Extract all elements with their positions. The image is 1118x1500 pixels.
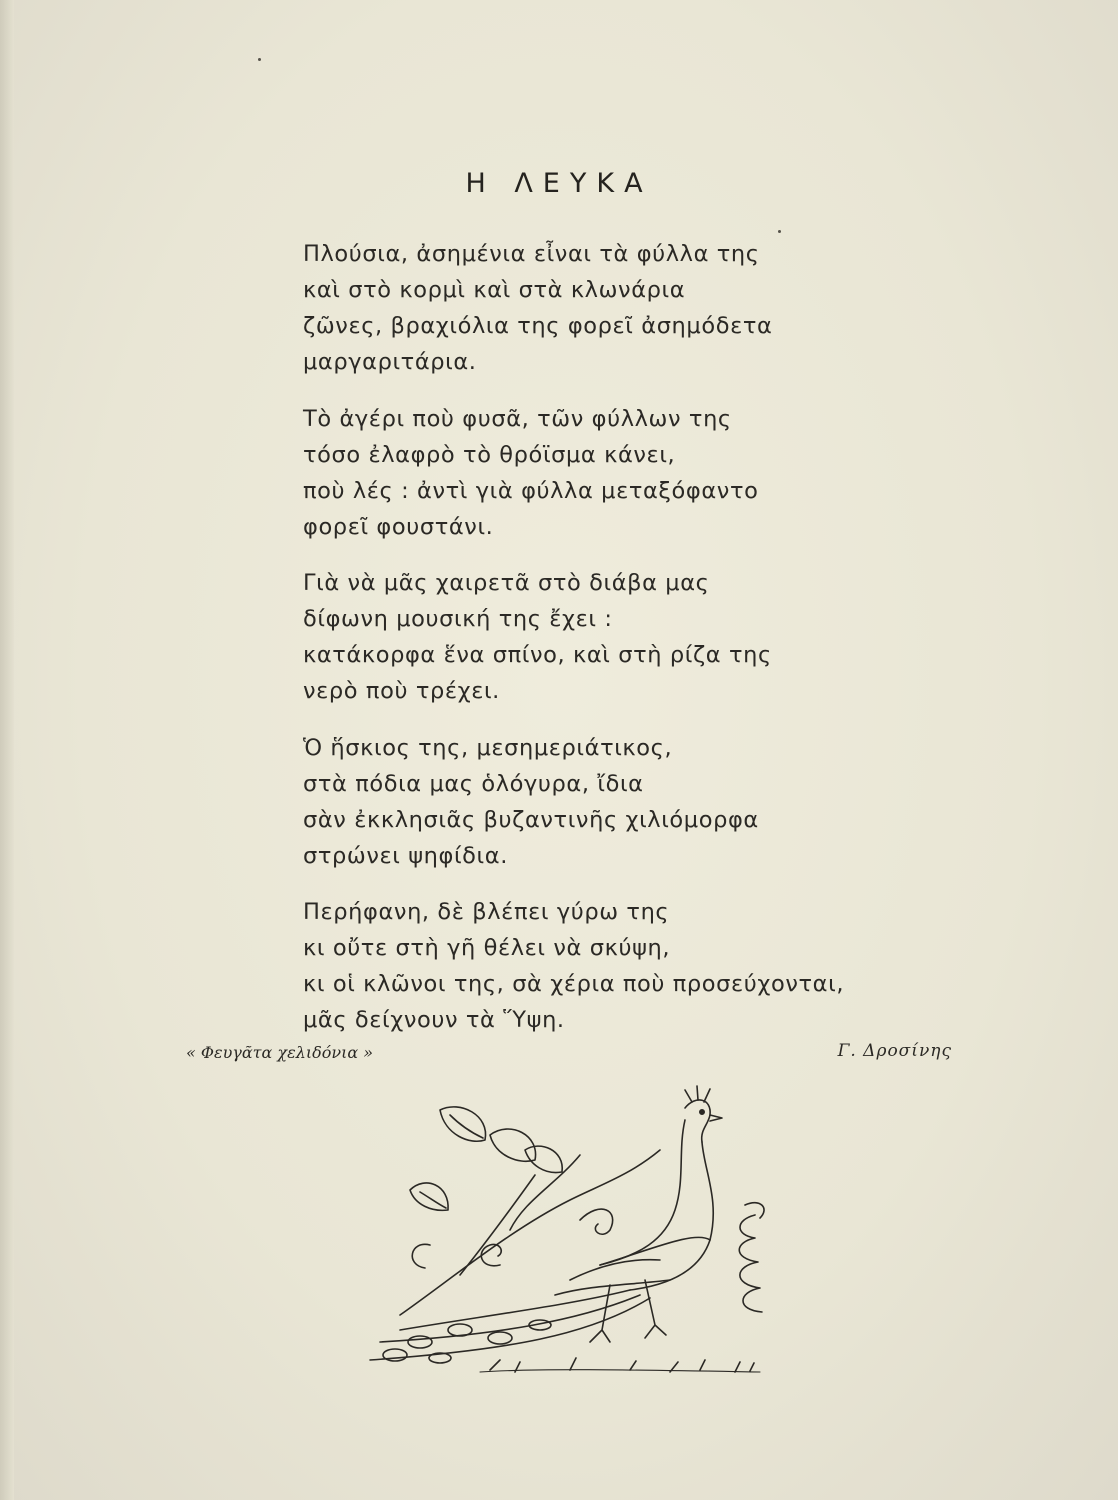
poem-line: Πλούσια, ἀσημένια εἶναι τὰ φύλλα της xyxy=(303,241,760,267)
author-signature: Γ. Δροσίνης xyxy=(837,1041,952,1061)
poem-line: Τὸ ἀγέρι ποὺ φυσᾶ, τῶν φύλλων της xyxy=(303,405,732,432)
poem-line: στὰ πόδια μας ὁλόγυρα, ἴδια xyxy=(303,770,644,797)
poem-line: Περήφανη, δὲ βλέπει γύρω της xyxy=(303,899,670,925)
poem-line: δίφωνη μουσική της ἔχει : xyxy=(303,606,613,632)
poem-title: Η ΛΕΥΚΑ xyxy=(465,168,653,199)
poem-line: Ὁ ἥσκιος της, μεσημεριάτικος, xyxy=(303,734,673,761)
stanza xyxy=(303,894,1023,1038)
poem-line: κι οἱ κλῶνοι της, σὰ χέρια ποὺ προσεύχονται, xyxy=(303,971,845,997)
poem-line: καὶ στὸ κορμὶ καὶ στὰ κλωνάρια xyxy=(303,277,686,303)
stanza xyxy=(303,565,1023,709)
poem-line: φορεῖ φουστάνι. xyxy=(303,513,494,540)
poem-body xyxy=(303,236,1023,1059)
peacock-illustration xyxy=(340,1080,780,1380)
poem-line: ποὺ λές : ἀντὶ γιὰ φύλλα μεταξόφαντο xyxy=(303,477,759,504)
poem-line: Γιὰ νὰ μᾶς χαιρετᾶ στὸ διάβα μας xyxy=(303,570,710,596)
source-citation: « Φευγᾶτα χελιδόνια » xyxy=(186,1043,374,1062)
poem-line: μᾶς δείχνουν τὰ Ὕψη. xyxy=(303,1007,565,1033)
poem-line: νερὸ ποὺ τρέχει. xyxy=(303,678,500,704)
ink-speck xyxy=(258,58,261,61)
poem-line: ζῶνες, βραχιόλια της φορεῖ ἀσημόδετα xyxy=(303,313,773,339)
poem-line: στρώνει ψηφίδια. xyxy=(303,842,508,869)
poem-line: μαργαριτάρια. xyxy=(303,349,477,375)
poem-line: κι οὔτε στὴ γῆ θέλει νὰ σκύψη, xyxy=(303,935,671,961)
stanza xyxy=(303,401,1023,545)
stanza xyxy=(303,236,1023,380)
poem-line: τόσο ἐλαφρὸ τὸ θρόϊσμα κάνει, xyxy=(303,441,676,468)
poem-line: σὰν ἐκκλησιᾶς βυζαντινῆς χιλιόμορφα xyxy=(303,806,759,833)
stanza xyxy=(303,730,1023,874)
page-gutter xyxy=(0,0,14,1500)
poem-line: κατάκορφα ἕνα σπίνο, καὶ στὴ ρίζα της xyxy=(303,642,772,668)
ink-speck xyxy=(778,230,781,233)
